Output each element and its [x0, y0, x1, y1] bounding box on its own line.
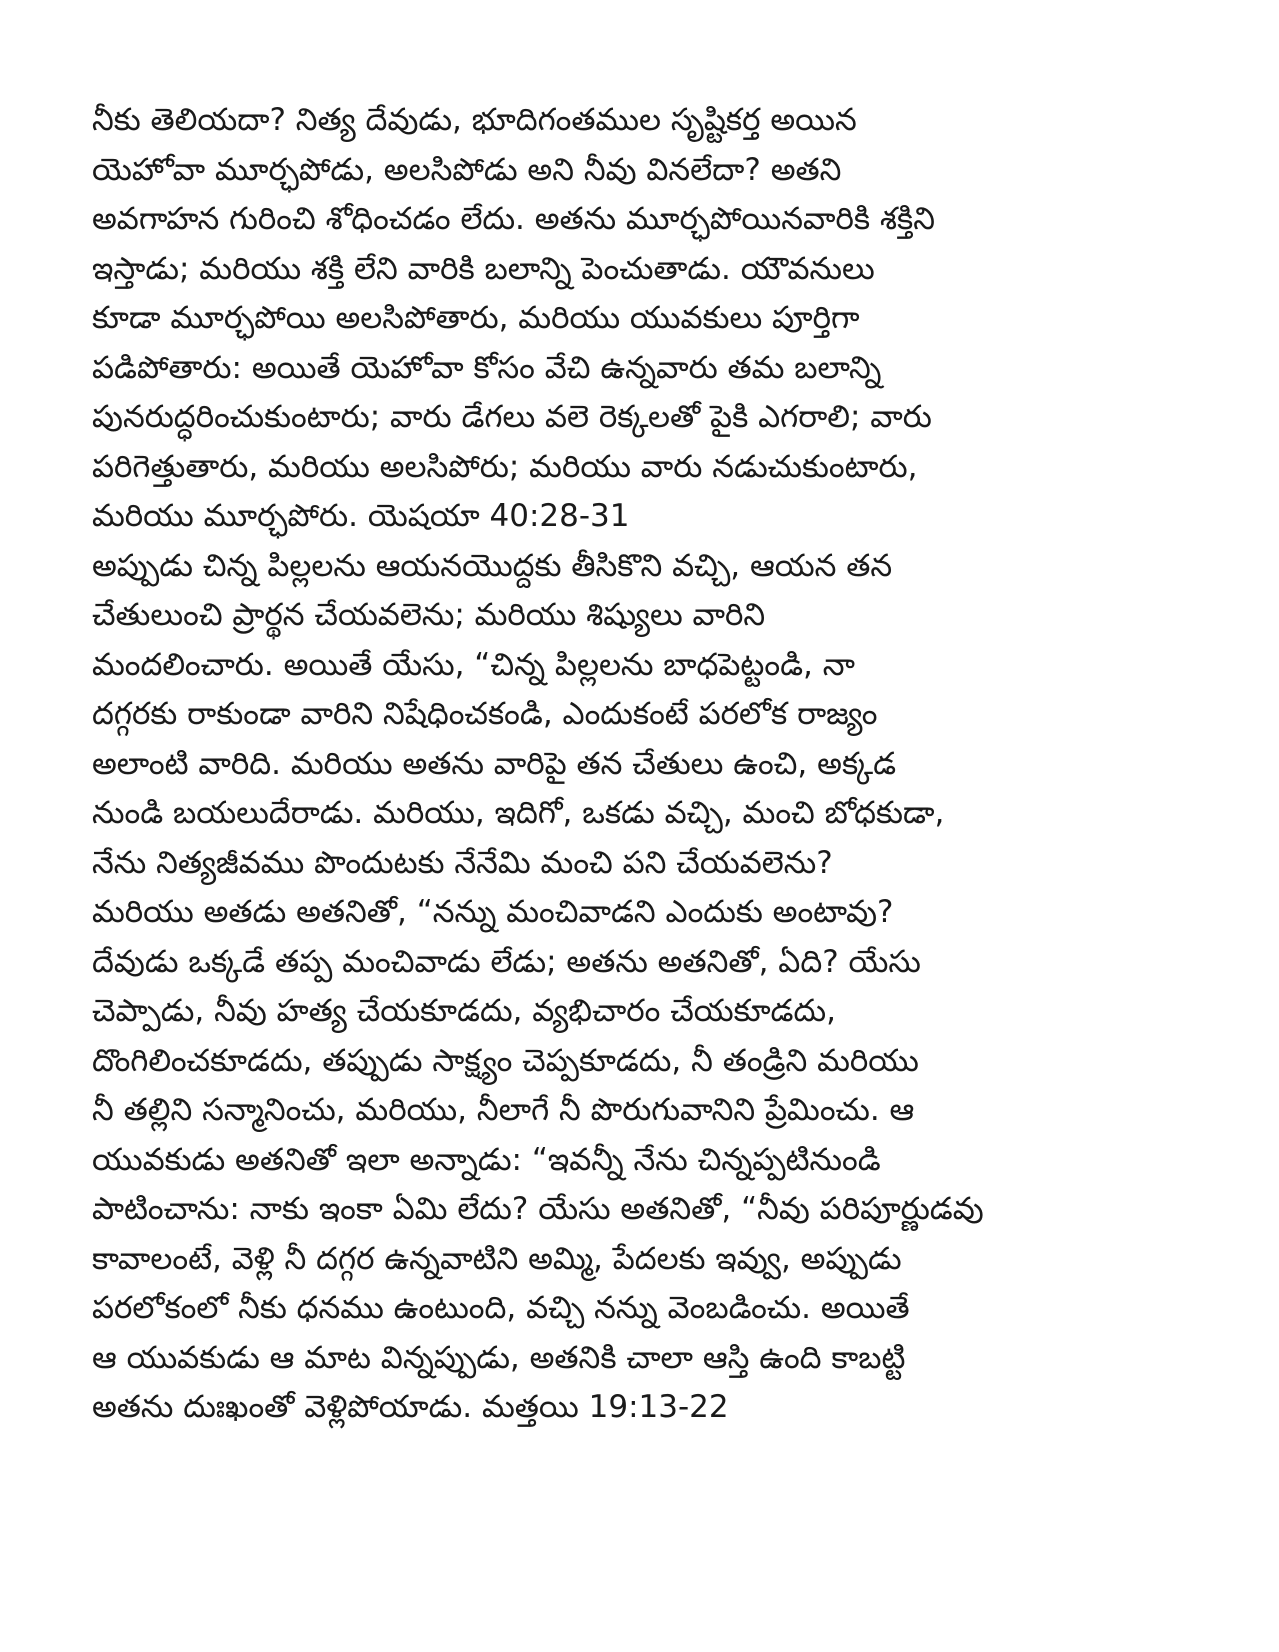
text-line: దొంగిలించకూడదు, తప్పుడు సాక్ష్యం చెప్పకూడదు, నీ తండ్రిని మరియు: [92, 1042, 919, 1079]
text-line: మందలించారు. అయితే యేసు, “చిన్న పిల్లలను బాధపెట్టండి, నా: [92, 646, 855, 683]
text-line: అవగాహన గురించి శోధించడం లేదు. అతను మూర్ఛపోయినవారికి శక్తిని: [92, 201, 935, 237]
text-line: అలాంటి వారిది. మరియు అతను వారిపై తన చేతులు ఉంచి, అక్కడ: [92, 745, 897, 782]
text-line: పునరుద్ధరించుకుంటారు; వారు డేగలు వలె రెక్కలతో పైకి ఎగరాలి; వారు: [92, 399, 932, 435]
text-line: చేతులుంచి ప్రార్థన చేయవలెను; మరియు శిష్యులు వారిని: [92, 597, 766, 633]
text-line: కావాలంటే, వెళ్లి నీ దగ్గర ఉన్నవాటిని అమ్మి, పేదలకు ఇవ్వు, అప్పుడు: [92, 1240, 902, 1277]
text-line: అప్పుడు చిన్న పిల్లలను ఆయనయొద్దకు తీసికొని వచ్చి, ఆయన తన: [92, 547, 893, 584]
text-line: నీకు తెలియదా? నిత్య దేవుడు, భూదిగంతముల సృష్టికర్త అయిన: [92, 102, 857, 138]
text-line: ఇస్తాడు; మరియు శక్తి లేని వారికి బలాన్ని పెంచుతాడు. యౌవనులు: [92, 250, 875, 287]
text-line: యువకుడు అతనితో ఇలా అన్నాడు: “ఇవన్నీ నేను చిన్నప్పటినుండి: [92, 1141, 881, 1178]
text-line: మరియు మూర్ఛపోరు. యెషయా 40:28-31: [92, 498, 630, 534]
text-line: యెహోవా మూర్ఛపోడు, అలసిపోడు అని నీవు వినలేదా? అతని: [92, 151, 842, 188]
text-line: పరలోకంలో నీకు ధనము ఉంటుంది, వచ్చి నన్ను వెంబడించు. అయితే: [92, 1290, 910, 1326]
text-line: దగ్గరకు రాకుండా వారిని నిషేధించకండి, ఎందుకంటే పరలోక రాజ్యం: [92, 696, 878, 732]
text-line: నీ తల్లిని సన్మానించు, మరియు, నీలాగే నీ పొరుగువానిని ప్రేమించు. ఆ: [92, 1092, 915, 1128]
text-line: పాటించాను: నాకు ఇంకా ఏమి లేదు? యేసు అతనితో, “నీవు పరిపూర్ణుడవు: [92, 1191, 984, 1227]
document-body-text: [92, 96, 1192, 1433]
text-line: పడిపోతారు: అయితే యెహోవా కోసం వేచి ఉన్నవారు తమ బలాన్ని: [92, 349, 882, 386]
text-line: కూడా మూర్ఛపోయి అలసిపోతారు, మరియు యువకులు పూర్తిగా: [92, 300, 860, 336]
text-line: నుండి బయలుదేరాడు. మరియు, ఇదిగో, ఒకడు వచ్చి, మంచి బోధకుడా,: [92, 795, 945, 831]
text-line: దేవుడు ఒక్కడే తప్ప మంచివాడు లేడు; అతను అతనితో, ఏది? యేసు: [92, 943, 921, 980]
text-line: మరియు అతడు అతనితో, “నన్ను మంచివాడని ఎందుకు అంటావు?: [92, 894, 894, 930]
text-line: అతను దుఃఖంతో వెళ్లిపోయాడు. మత్తయి 19:13-22: [92, 1389, 729, 1425]
text-line: పరిగెత్తుతారు, మరియు అలసిపోరు; మరియు వారు నడుచుకుంటారు,: [92, 448, 918, 485]
text-line: నేను నిత్యజీవము పొందుటకు నేనేమి మంచి పని చేయవలెను?: [92, 844, 833, 881]
text-line: ఆ యువకుడు ఆ మాట విన్నప్పుడు, అతనికి చాలా ఆస్తి ఉంది కాబట్టి: [92, 1339, 906, 1376]
text-line: చెప్పాడు, నీవు హత్య చేయకూడదు, వ్యభిచారం చేయకూడదు,: [92, 993, 836, 1029]
